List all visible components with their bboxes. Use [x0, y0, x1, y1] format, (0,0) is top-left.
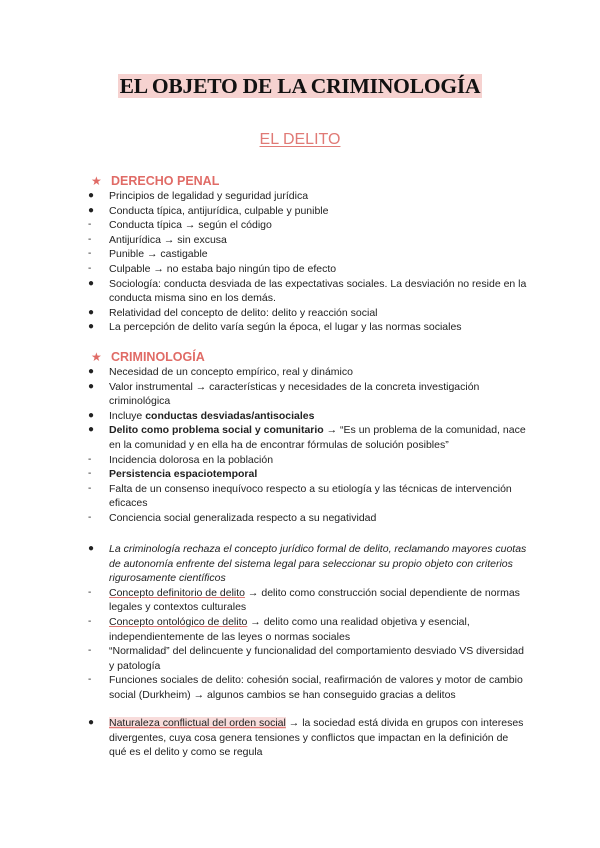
- item-text: La percepción de delito varía según la época, el lugar y las normas sociales: [109, 321, 462, 334]
- section-heading: [91, 173, 528, 189]
- dash-marker: -: [88, 468, 92, 480]
- list-item: [88, 233, 528, 248]
- item-bold-text: Persistencia espaciotemporal: [109, 468, 258, 481]
- list-item: [88, 716, 528, 760]
- bullet-marker: ●: [88, 321, 95, 333]
- item-bold-text: conductas desviadas/antisociales: [145, 409, 315, 422]
- star-icon: ★: [91, 174, 102, 188]
- item-text: Conducta típica → según el código: [109, 219, 272, 232]
- item-text: Necesidad de un concepto empírico, real y dinámico: [109, 366, 353, 378]
- item-text: Conciencia social generalizada respecto a su negatividad: [109, 511, 377, 524]
- item-text: Culpable → no estaba bajo ningún tipo de efecto: [109, 262, 337, 275]
- list-item: [88, 453, 528, 468]
- section-heading-text: DERECHO PENAL: [111, 174, 220, 188]
- item-text: → “Es un problema de la comunidad, nace en la comunidad y en ella ha de encontrar fórmulas de solución posibles”: [109, 424, 526, 451]
- dash-marker: -: [88, 248, 92, 260]
- bullet-marker: ●: [88, 190, 95, 201]
- dash-marker: -: [88, 586, 92, 598]
- list-item: [88, 277, 528, 306]
- bullet-marker: ●: [88, 204, 95, 216]
- list-item: [88, 306, 528, 321]
- list-item: [88, 320, 528, 335]
- list-item: [88, 262, 528, 277]
- list-item: [88, 204, 528, 219]
- list-item: [88, 189, 528, 204]
- list-item: [88, 409, 528, 424]
- list-item: [88, 218, 528, 233]
- item-text: “Normalidad” del delincuente y funcionalidad del comportamiento desviado VS diversidad y patología: [109, 645, 524, 672]
- list-item: [88, 542, 528, 586]
- item-text: → la sociedad está divida en grupos con intereses divergentes, cuya cosa genera tensiones y conflictos que impactan en la definición de qué es el delito y como se regula: [109, 717, 524, 759]
- list-item: [88, 380, 528, 409]
- list-item: [88, 467, 528, 482]
- section-heading: [91, 349, 528, 365]
- dash-marker: -: [88, 645, 92, 657]
- item-bold-text: Delito como problema social y comunitario: [109, 424, 324, 437]
- item-text: Incluye: [109, 409, 146, 422]
- list-item: [88, 482, 528, 511]
- item-text: Relatividad del concepto de delito: delito y reacción social: [109, 306, 378, 319]
- section-subtitle: EL DELITO: [259, 131, 341, 148]
- item-underlined-text: Concepto ontológico de delito: [109, 615, 248, 628]
- list-item: [88, 644, 528, 673]
- dash-marker: -: [88, 233, 92, 245]
- item-text: → delito como construcción social dependiente de normas legales y contextos culturales: [109, 586, 520, 614]
- list-item: [88, 423, 528, 452]
- bullet-marker: ●: [88, 717, 95, 728]
- item-text: → delito como una realidad objetiva y esencial, independientemente de las leyes o normas sociales: [109, 615, 470, 643]
- section-criminologia: [88, 349, 528, 526]
- bullet-marker: ●: [88, 380, 95, 392]
- section-derecho-penal: [88, 173, 528, 335]
- concepts-list: [88, 542, 528, 703]
- item-text: Punible → castigable: [109, 248, 208, 261]
- criminologia-list: [88, 365, 528, 526]
- bullet-marker: ●: [88, 366, 95, 377]
- item-text: Conducta típica, antijurídica, culpable y punible: [109, 204, 329, 217]
- item-text: Falta de un consenso inequívoco respecto a su etiología y las técnicas de intervención eficaces: [109, 482, 512, 510]
- list-item: [88, 247, 528, 262]
- dash-marker: -: [88, 262, 92, 274]
- item-text: Valor instrumental → características y necesidades de la concreta investigación criminológica: [109, 380, 480, 408]
- list-item: [88, 511, 528, 526]
- conflict-list: [88, 716, 528, 760]
- page-title: [0, 74, 600, 99]
- bullet-marker: ●: [88, 424, 95, 436]
- bullet-marker: ●: [88, 306, 95, 318]
- list-item: [88, 673, 528, 702]
- bullet-marker: ●: [88, 409, 95, 421]
- item-text: Antijurídica → sin excusa: [109, 233, 227, 246]
- derecho-list: [88, 189, 528, 335]
- section-heading-text: CRIMINOLOGÍA: [111, 350, 205, 364]
- item-italic-text: La criminología rechaza el concepto jurídico formal de delito, reclamando mayores cuotas de autonomía enfrente del sistema legal para seleccionar su propio objeto con criterios rigurosamente científicos: [109, 543, 527, 585]
- dash-marker: -: [88, 219, 92, 231]
- bullet-marker: ●: [88, 277, 95, 289]
- bullet-marker: ●: [88, 543, 95, 554]
- dash-marker: -: [88, 453, 92, 465]
- star-icon: ★: [91, 350, 102, 364]
- list-item: [88, 615, 528, 644]
- section-conflict: [88, 716, 528, 760]
- dash-marker: -: [88, 511, 92, 523]
- dash-marker: -: [88, 482, 92, 494]
- page-title-text: EL OBJETO DE LA CRIMINOLOGÍA: [119, 74, 481, 98]
- dash-marker: -: [88, 615, 92, 627]
- list-item: [88, 586, 528, 615]
- item-underlined-text: Naturaleza conflictual del orden social: [109, 717, 286, 729]
- dash-marker: -: [88, 674, 92, 686]
- item-text: Principios de legalidad y seguridad jurídica: [109, 190, 309, 202]
- item-text: Funciones sociales de delito: cohesión social, reafirmación de valores y motor de cambio social (Durkheim) → algunos cambios se han conseguido gracias a delitos: [109, 674, 523, 701]
- item-text: Incidencia dolorosa en la población: [109, 453, 274, 466]
- list-item: [88, 365, 528, 380]
- item-underlined-text: Concepto definitorio de delito: [109, 586, 246, 599]
- item-text: Sociología: conducta desviada de las expectativas sociales. La desviación no reside en la conducta misma sino en los demás.: [109, 277, 527, 305]
- section-concepts: [88, 542, 528, 703]
